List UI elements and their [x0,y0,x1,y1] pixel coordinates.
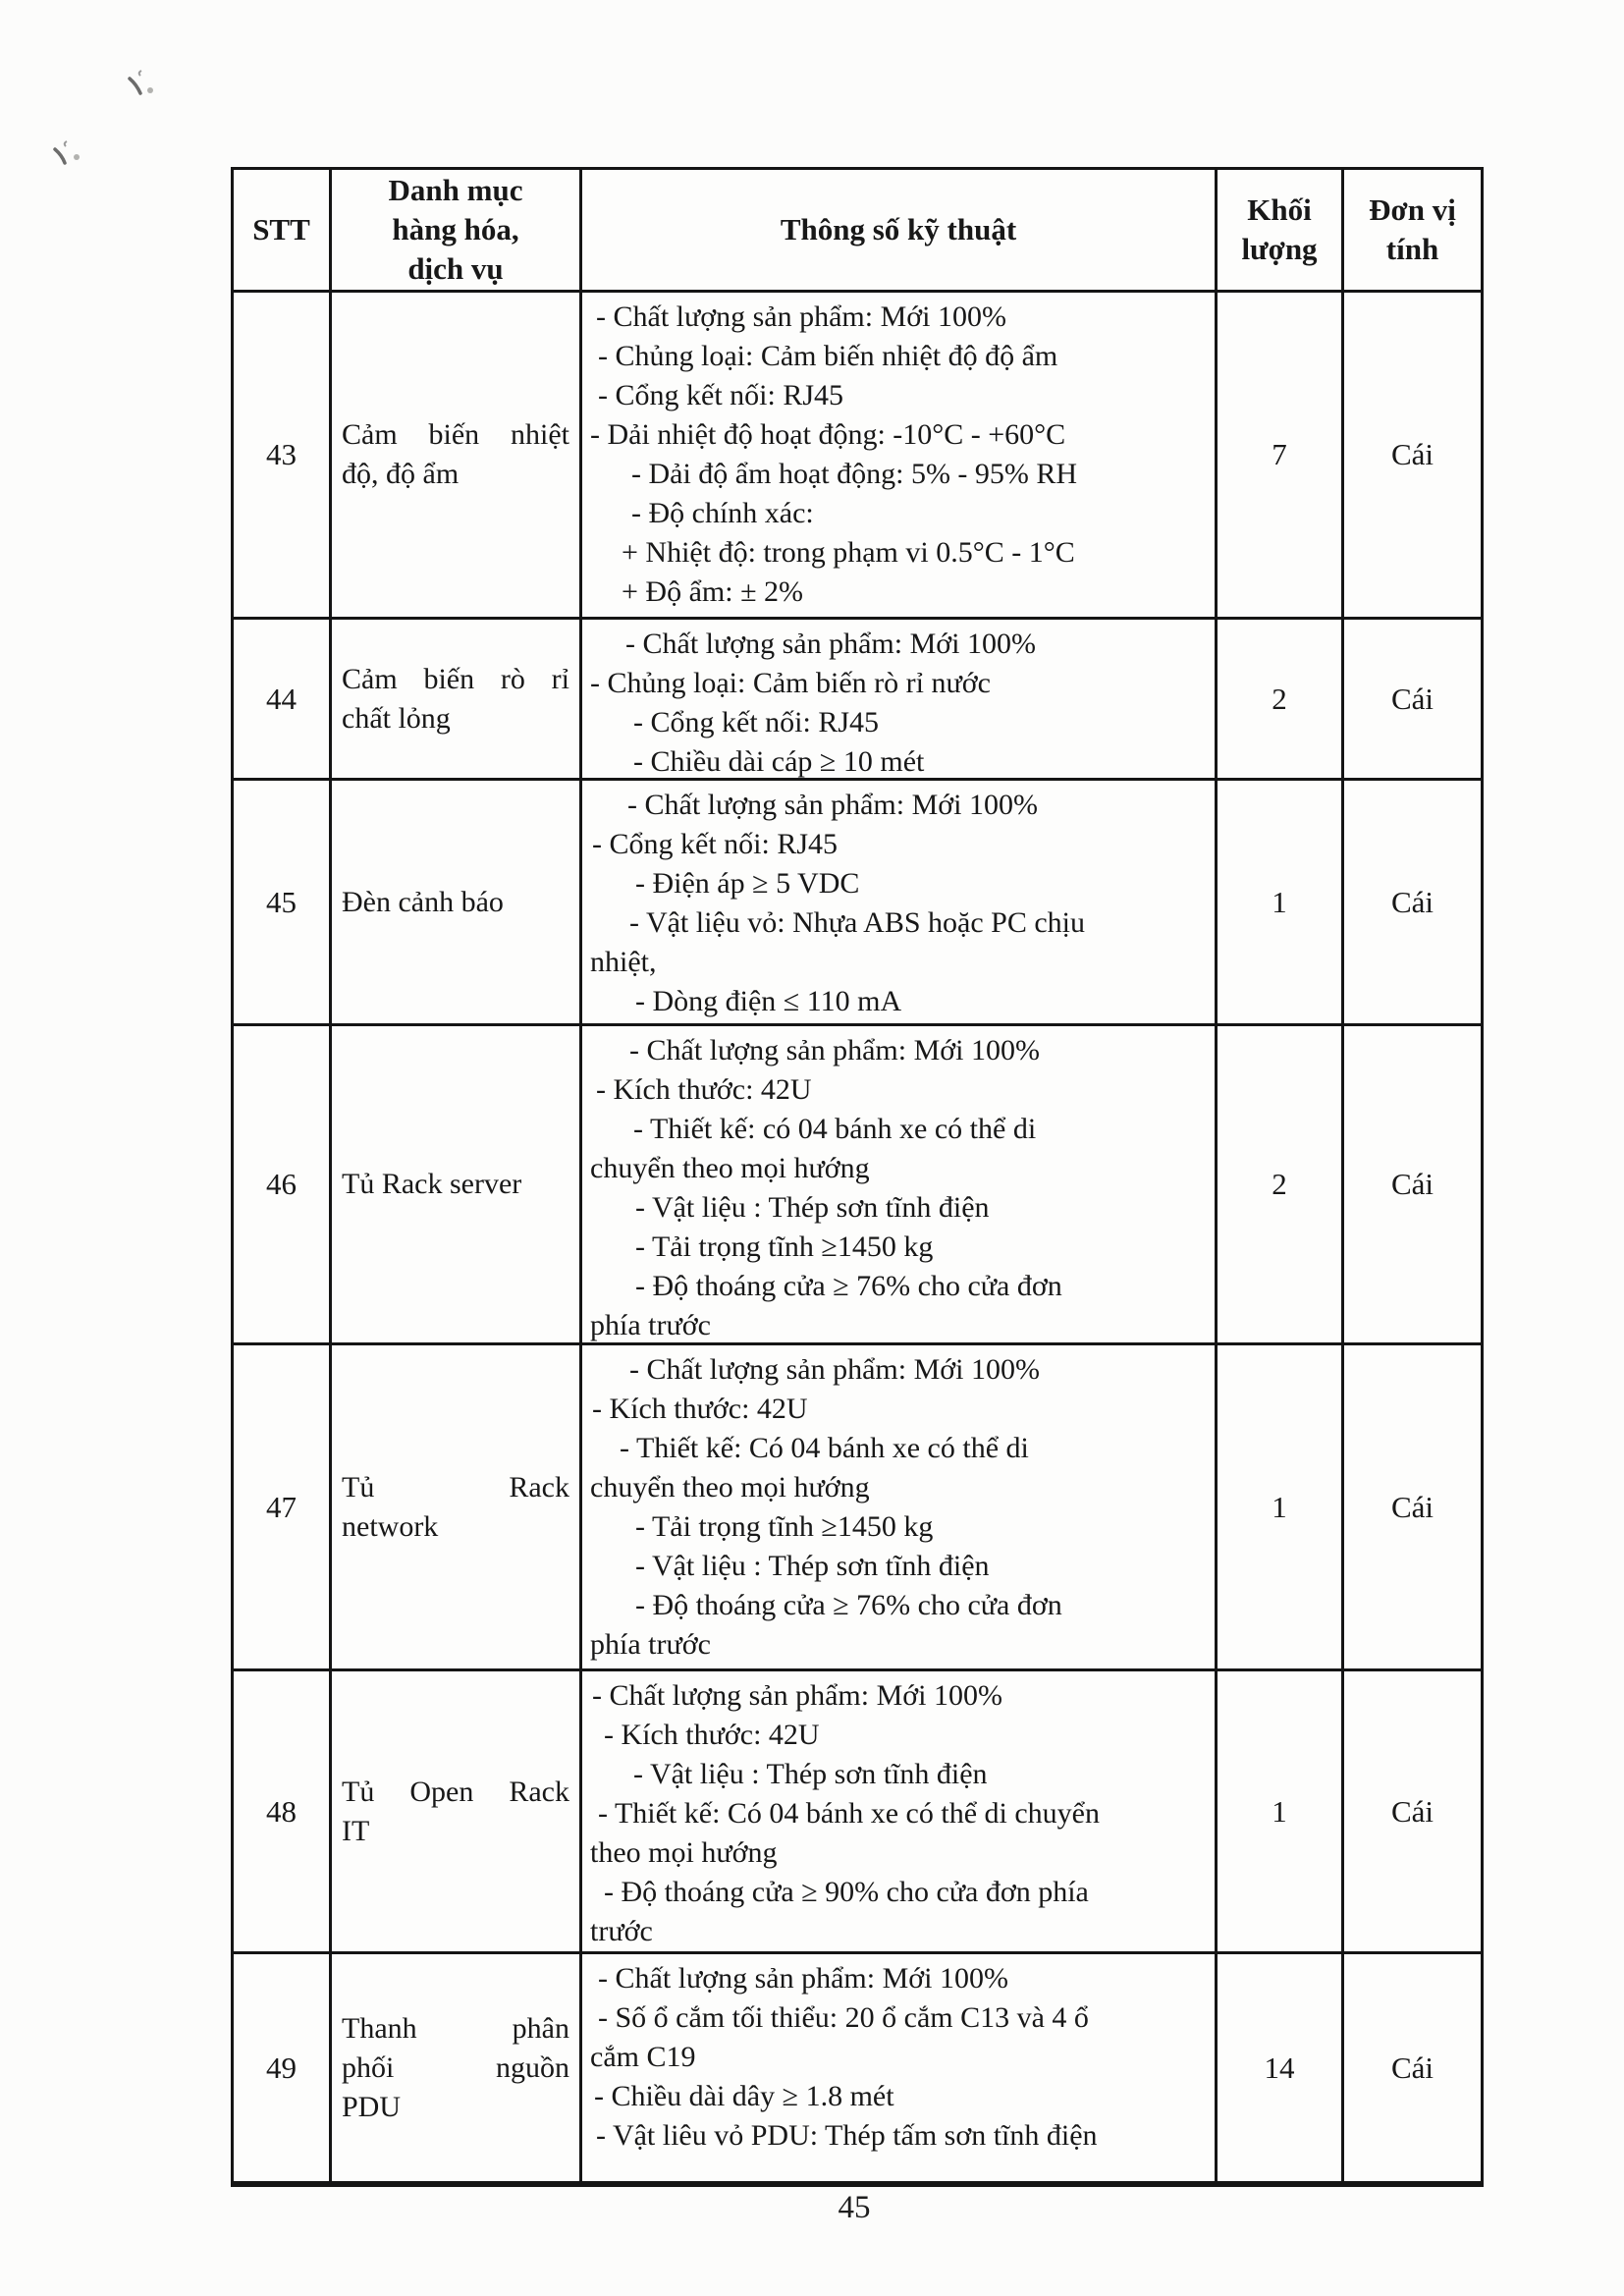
row-43-item-name: Cảm biến nhiệt độ, độ ẩm [332,293,582,620]
row-45-unit: Cái [1344,781,1481,1026]
row-46-qty: 2 [1218,1026,1344,1345]
header-stt-label: STT [252,212,310,246]
spec-line: - Tải trọng tĩnh ≥1450 kg [635,1230,934,1263]
spec-line: - Chất lượng sản phẩm: Mới 100% [596,301,1006,333]
row-45-specs [582,781,1218,1026]
spec-line: - Tải trọng tĩnh ≥1450 kg [635,1510,934,1543]
row-44-unit: Cái [1344,620,1481,781]
spec-line: phía trước [590,1309,711,1341]
row-48-unit: Cái [1344,1671,1481,1954]
spec-line: - Số ổ cắm tối thiểu: 20 ổ cắm C13 và 4 ổ [598,2001,1089,2034]
row-44-specs [582,620,1218,781]
spec-line: - Chất lượng sản phẩm: Mới 100% [598,1962,1008,1995]
row-47-stt: 47 [234,1345,332,1671]
header-qty: Khối lượng [1218,170,1344,293]
spec-line: - Chiều dài dây ≥ 1.8 mét [594,2080,894,2112]
header-specs-label: Thông số kỹ thuật [780,212,1017,246]
row-45-item-name: Đèn cảnh báo [332,781,582,1026]
row-49-stt: 49 [234,1954,332,2184]
spec-line: chuyển theo mọi hướng [590,1152,870,1184]
row-47-qty: 1 [1218,1345,1344,1671]
row-43-stt: 43 [234,293,332,620]
spec-line: - Cổng kết nối: RJ45 [598,379,844,411]
row-43-specs [582,293,1218,620]
spec-line: cắm C19 [590,2041,696,2073]
spec-line: - Vật liệu : Thép sơn tĩnh điện [635,1550,990,1582]
header-specs [582,170,1218,293]
spec-line: - Chất lượng sản phẩm: Mới 100% [592,1679,1002,1712]
spec-line: - Chất lượng sản phẩm: Mới 100% [629,1034,1040,1066]
row-48-item-name: Tủ Open Rack IT [332,1671,582,1954]
row-46-specs [582,1026,1218,1345]
spec-line: - Độ chính xác: [631,497,814,529]
header-stt [234,170,332,293]
row-46-stt: 46 [234,1026,332,1345]
pencil-mark [118,65,161,113]
spec-line: - Kích thước: 42U [604,1719,820,1751]
spec-line: - Dòng điện ≤ 110 mA [635,985,902,1017]
row-48-specs [582,1671,1218,1954]
spec-line: - Độ thoáng cửa ≥ 90% cho cửa đơn phía [604,1876,1089,1908]
spec-line: - Thiết kế: Có 04 bánh xe có thể di [620,1432,1029,1464]
row-44-qty: 2 [1218,620,1344,781]
spec-line: - Dải nhiệt độ hoạt động: -10°C - +60°C [590,418,1066,451]
spec-line: - Chủng loại: Cảm biến nhiệt độ độ ẩm [598,340,1058,372]
spec-line: + Độ ẩm: ± 2% [622,575,804,608]
row-47-specs [582,1345,1218,1671]
spec-line: - Chiều dài cáp ≥ 10 mét [633,745,925,778]
row-45-stt: 45 [234,781,332,1026]
spec-line: - Chủng loại: Cảm biến rò rỉ nước [590,667,991,699]
row-47-item-name: Tủ Rack network [332,1345,582,1671]
row-43-unit: Cái [1344,293,1481,620]
spec-line: - Vật liệu vỏ: Nhựa ABS hoặc PC chịu [629,906,1086,939]
spec-line: trước [590,1915,653,1947]
row-49-item-name: Thanh phân phối nguồn PDU [332,1954,582,2184]
spec-line: theo mọi hướng [590,1836,778,1869]
pencil-mark [45,134,88,182]
spec-line: - Vật liệu : Thép sơn tĩnh điện [635,1191,990,1224]
spec-line: nhiệt, [590,946,657,978]
header-unit: Đơn vị tính [1344,170,1481,293]
spec-line: phía trước [590,1628,711,1661]
row-47-unit: Cái [1344,1345,1481,1671]
spec-line: - Độ thoáng cửa ≥ 76% cho cửa đơn [635,1270,1062,1302]
spec-line: - Thiết kế: Có 04 bánh xe có thể di chuyển [598,1797,1100,1830]
page-number: 45 [838,2190,871,2225]
spec-line: - Chất lượng sản phẩm: Mới 100% [627,789,1038,821]
spec-line: - Dải độ ẩm hoạt động: 5% - 95% RH [631,458,1078,490]
row-44-item-name: Cảm biến rò rỉ chất lỏng [332,620,582,781]
spec-line: - Chất lượng sản phẩm: Mới 100% [625,628,1036,660]
row-46-item-name: Tủ Rack server [332,1026,582,1345]
row-48-stt: 48 [234,1671,332,1954]
row-49-qty: 14 [1218,1954,1344,2184]
row-45-qty: 1 [1218,781,1344,1026]
spec-line: - Vật liêu vỏ PDU: Thép tấm sơn tĩnh điện [596,2119,1098,2152]
spec-line: - Cổng kết nối: RJ45 [592,828,839,860]
spec-line: - Cổng kết nối: RJ45 [633,706,880,738]
spec-line: + Nhiệt độ: trong phạm vi 0.5°C - 1°C [622,536,1075,569]
row-43-qty: 7 [1218,293,1344,620]
row-49-specs [582,1954,1218,2184]
row-48-qty: 1 [1218,1671,1344,1954]
spec-line: - Điện áp ≥ 5 VDC [635,867,860,900]
spec-line: - Kích thước: 42U [596,1073,812,1106]
row-44-stt: 44 [234,620,332,781]
spec-line: - Kích thước: 42U [592,1393,808,1425]
header-item: Danh mục hàng hóa, dịch vụ [332,170,582,293]
spec-line: - Độ thoáng cửa ≥ 76% cho cửa đơn [635,1589,1062,1621]
row-49-unit: Cái [1344,1954,1481,2184]
spec-line: - Thiết kế: có 04 bánh xe có thể di [633,1113,1037,1145]
row-46-unit: Cái [1344,1026,1481,1345]
spec-line: - Chất lượng sản phẩm: Mới 100% [629,1353,1040,1386]
spec-line: - Vật liệu : Thép sơn tĩnh điện [633,1758,988,1790]
spec-line: chuyển theo mọi hướng [590,1471,870,1503]
spec-table [231,167,1484,2187]
